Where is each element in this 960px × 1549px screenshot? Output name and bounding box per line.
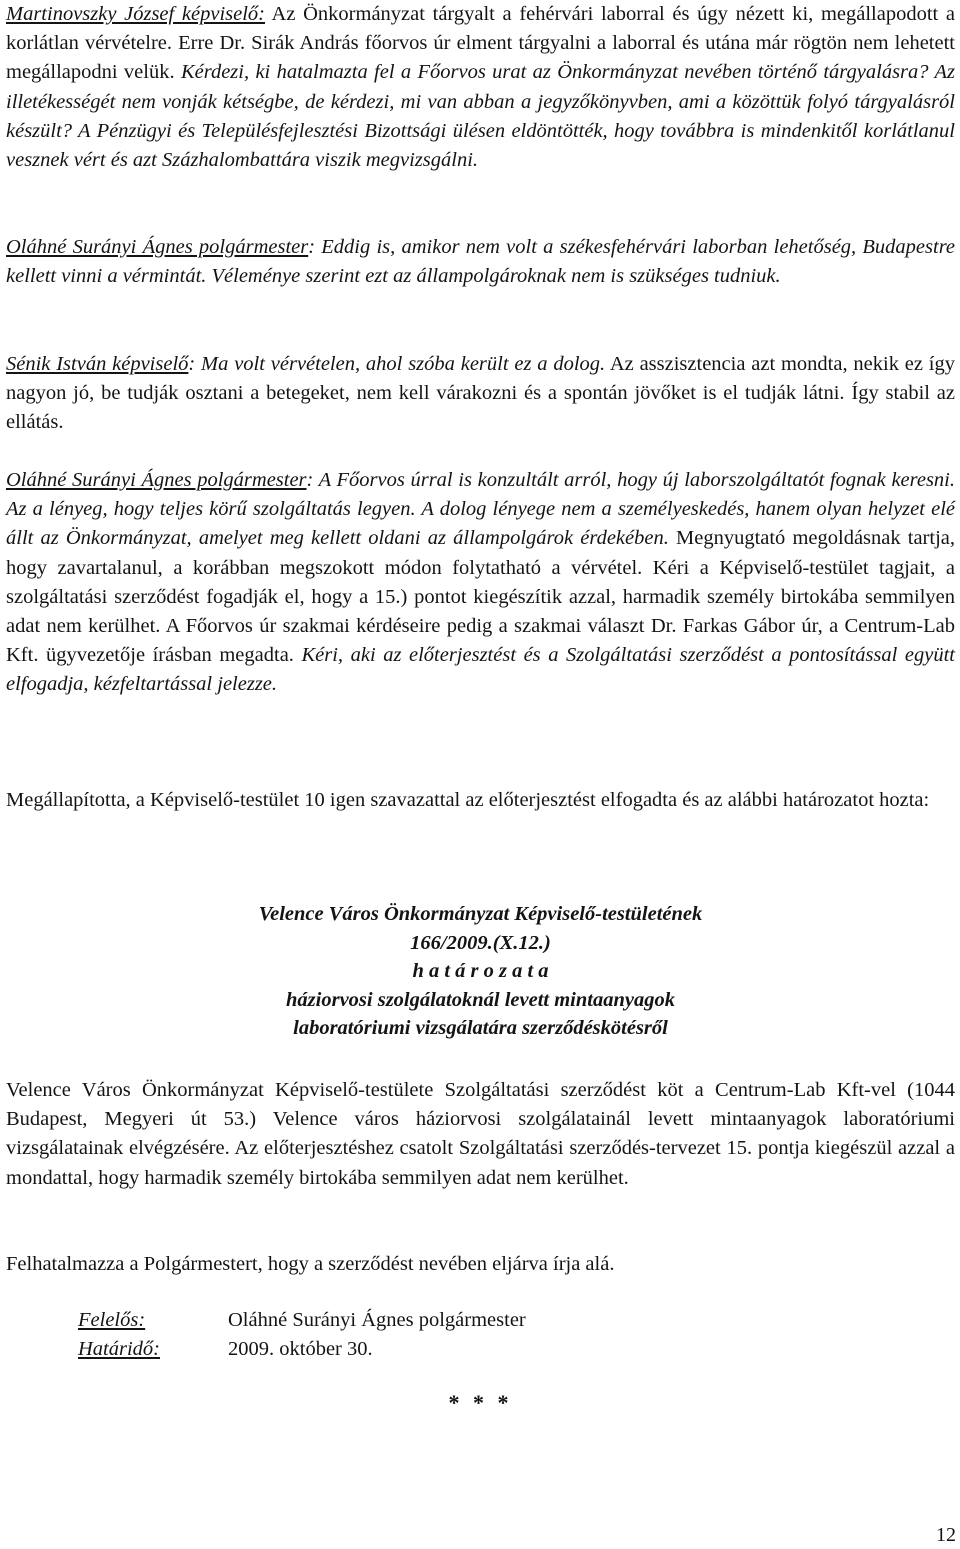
paragraph-vote: Megállapította, a Képviselő-testület 10 igen szavazattal az előterjesztést elfogadta és az alábbi határozatot hozta: — [6, 789, 930, 811]
paragraph-authorization: Felhatalmazza a Polgármestert, hogy a szerződést nevében eljárva írja alá. — [6, 1253, 615, 1275]
text-italic: : Ma volt vérvételen, ahol szóba került ez a dolog. — [188, 353, 606, 375]
text-italic: Kéri, aki az előterjesztést és a Szolgáltatási szerződést a pontosítással együtt elfogadja, kézfeltartással jelezze. — [6, 644, 955, 696]
text: Az asszisztencia azt mondta, nekik ez így nagyon jó, be tudják osztani a betegeket, nem kell várakozni és a spontán jövőket is el tudják látni. Így stabil az ellátás. — [6, 353, 955, 434]
text-italic: Kérdezi, ki hatalmazta fel a Főorvos urat az Önkormányzat nevében történő tárgyalásra? Az illetékességét nem vonják kétségbe, de kérdezi, mi van abban a jegyzőkönyvben, ami a közöttük folyó tárgyalásról készült? A Pénzügyi és Településfejlesztési Bizottsági ülésen eldöntötték, hogy továbbra is mindenkitől korlátlanul vesznek vért és azt Százhalombattára viszik megvizsgálni. — [6, 61, 956, 172]
deadline-label: Határidő: — [78, 1338, 160, 1360]
deadline-value: 2009. október 30. — [228, 1338, 373, 1360]
speaker-mayor: Oláhné Surányi Ágnes polgármester — [6, 236, 309, 258]
text-italic: : A Főorvos úrral is konzultált arról, hogy új laborszolgáltatót fognak keresni. Az a lényeg, hogy teljes körű szolgáltatás legyen. — [6, 469, 956, 521]
text: Az Önkormányzat tárgyalt a fehérvári laborral és úgy nézett ki, megállapodott a korlátlan vérvételre. Erre Dr. Sirák András főorvos úr elment tárgyalni a laborral és utána már rögtön nem lehetett megállapodni velük. — [6, 3, 955, 84]
paragraph-mayor-2 — [6, 466, 955, 700]
text: Megnyugtató megoldásnak tartja, hogy zavartalanul, a korábban megszokott módon folytatható a vérvétel. Kéri a Képviselő-testület tagjait, a szolgáltatási szerződést fogadják el, hogy a 15.) pontot kiegészítik azzal, harmadik személy birtokába semmilyen adat nem kerülhet. A Főorvos úr szakmai kérdéseire pedig a szakmai választ Dr. Farkas Gábor úr, a Centrum-Lab Kft. ügyvezetője írásban megadta. — [6, 527, 955, 667]
resolution-body: Velence Város Önkormányzat Képviselő-testületének — [258, 903, 703, 925]
resolution-title-1: háziorvosi szolgálatoknál levett mintaanyagok — [286, 988, 675, 1011]
text-italic: A dolog lényege nem a személyeskedés, hanem olyan helyzet elé állt az Önkormányzat, amelyet meg kellett oldani az állampolgárok érdekében. — [6, 498, 955, 550]
responsible-label: Felelős: — [78, 1309, 146, 1331]
resolution-label: h a t á r o z a t a — [412, 960, 549, 982]
paragraph-martinovszky — [6, 0, 955, 175]
paragraph-resolution-text: Velence Város Önkormányzat Képviselő-testülete Szolgáltatási szerződést köt a Centrum-Lab Kft-vel (1044 Budapest, Megyeri út 53.) Velence város háziorvosi szolgálatainál levett mintaanyagok laboratóriumi vizsgálatainak elvégzésére. Az előterjesztéshez csatolt Szolgáltatási szerződés-tervezet 15. pontja kiegészül azzal a mondattal, hogy harmadik személy birtokába semmilyen adat nem kerülhet. — [6, 1079, 955, 1189]
resolution-title-2: laboratóriumi vizsgálatára szerződéskötésről — [293, 1017, 668, 1039]
responsible-value: Oláhné Surányi Ágnes polgármester — [228, 1309, 526, 1331]
responsible-row — [78, 1306, 526, 1335]
page-number: 12 — [936, 1524, 956, 1546]
speaker-mayor: Oláhné Surányi Ágnes polgármester — [6, 469, 307, 491]
speaker-senik: Sénik István képviselő — [6, 353, 189, 375]
paragraph-senik — [6, 350, 955, 438]
speaker-martinovszky: Martinovszky József képviselő: — [6, 3, 265, 25]
paragraph-mayor-1 — [6, 233, 955, 291]
section-separator: * * * — [448, 1390, 513, 1415]
resolution-header — [6, 900, 955, 1043]
deadline-row — [78, 1335, 373, 1364]
text: : Eddig is, amikor nem volt a székesfehérvári laborban lehetőség, Budapestre kellett vinni a vérmintát. Véleménye szerint ezt az állampolgároknak nem is szükséges tudniuk. — [6, 236, 956, 288]
resolution-number: 166/2009.(X.12.) — [410, 931, 551, 954]
